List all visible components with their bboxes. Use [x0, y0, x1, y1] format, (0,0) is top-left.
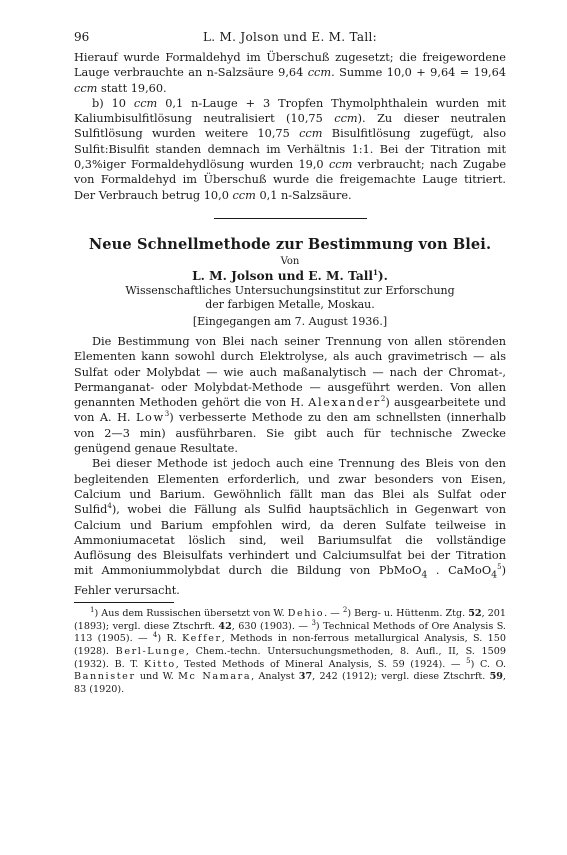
- received-date: [Eingegangen am 7. August 1936.]: [192, 314, 388, 328]
- page-number: 96: [74, 30, 90, 44]
- article-body: [74, 334, 506, 598]
- section-divider: [214, 218, 367, 219]
- footnote-block: $^1$) Aus dem Russischen übersetzt von W. Dehio. — $^2$) Berg- u. Hüttenm. Ztg. 52, 201 (1893); vergl. diese Ztschrft. 42, 630 (1903). — $^3$) Technical Methods of Ore Analysis S. 113 (1905). — $^4$) R. Keffer, Methods in non-ferrous metallurgical Analysis, S. 150 (1928). Berl-Lunge, Chem.-techn. Untersuchungsmethoden, 8. Aufl., II, S. 1509 (1932). B. T. Kitto, Tested Methods of Mineral Analysis, S. 59 (1924). — $^5$) C. O. Bannister und W. Mc Namara, Analyst 37, 242 (1912); vergl. diese Ztschrft. 59, 83 (1920).: [74, 606, 507, 695]
- paragraph: Bei dieser Methode ist jedoch auch eine Trennung des Bleis von den begleitenden Elementen erforderlich, und zwar besonders von Eisen, Calcium und Barium. Gewöhnlich fällt man das Blei als Sulfat oder Sulfid$^4$), wobei die Fällung als Sulfid hauptsächlich in Gegenwart von Calcium und Barium empfohlen wird, da deren Sulfate teilweise in Ammoniumacetat löslich sind, weil Bariumsulfat die vollständige Auflösung des Bleisulfats verhindert und Calciumsulfat bei der Titration mit Ammoniummolybdat durch die Bildung von PbMoO$_4$ . CaMoO$_4^5$) Fehler verursacht.: [74, 457, 506, 597]
- by-line: Von: [280, 255, 300, 267]
- article-authors: L. M. Jolson und E. M. Tall$^1$).: [192, 267, 388, 283]
- page-header: [74, 30, 506, 50]
- footnote-rule: [74, 602, 174, 603]
- previous-article-text: [74, 50, 506, 203]
- article-title: Neue Schnellmethode zur Bestimmung von Blei.: [88, 235, 492, 253]
- journal-page: [74, 30, 506, 696]
- paragraph: Die Bestimmung von Blei nach seiner Trennung von allen störenden Elementen kann sowohl durch Elektrolyse, als auch gravimetrisch — als Sulfat oder Molybdat — wie auch maßanalytisch — nach der Chromat-, Permanganat- oder Molybdat-Methode — ausgeführt werden. Von allen genannten Methoden gehört die von H. Alexander$^2$) ausgearbeitete und von A. H. Low$^3$) verbesserte Methode zu den am schnellsten (innerhalb von 2—3 min) ausführbaren. Sie gibt auch für technische Zwecke genügend genaue Resultate.: [74, 334, 506, 456]
- affiliation-line-2: der farbigen Metalle, Moskau.: [205, 297, 375, 311]
- running-title: L. M. Jolson und E. M. Tall:: [203, 30, 377, 44]
- paragraph: b) 10 ccm 0,1 n-Lauge + 3 Tropfen Thymolphthalein wurden mit Kaliumbisulfitlösung neutralisiert (10,75 ccm). Zu dieser neutralen Sulfitlösung wurden weitere 10,75 ccm Bisulfitlösung zugefügt, also Sulfit:Bisulfit standen demnach im Verhältnis 1:1. Bei der Titration mit 0,3%iger Formaldehydlösung wurden 19,0 ccm verbraucht; nach Zugabe von Formaldehyd im Überschuß wurde die freigemachte Lauge titriert. Der Verbrauch betrug 10,0 ccm 0,1 n-Salzsäure.: [74, 96, 507, 202]
- footnotes: [74, 608, 506, 696]
- affiliation-line-1: Wissenschaftliches Untersuchungsinstitut zur Erforschung: [125, 283, 455, 297]
- paragraph: Hierauf wurde Formaldehyd im Überschuß zugesetzt; die freigewordene Lauge verbrauchte an n-Salzsäure 9,64 ccm. Summe 10,0 + 9,64 = 19,64 ccm statt 19,60.: [74, 51, 507, 95]
